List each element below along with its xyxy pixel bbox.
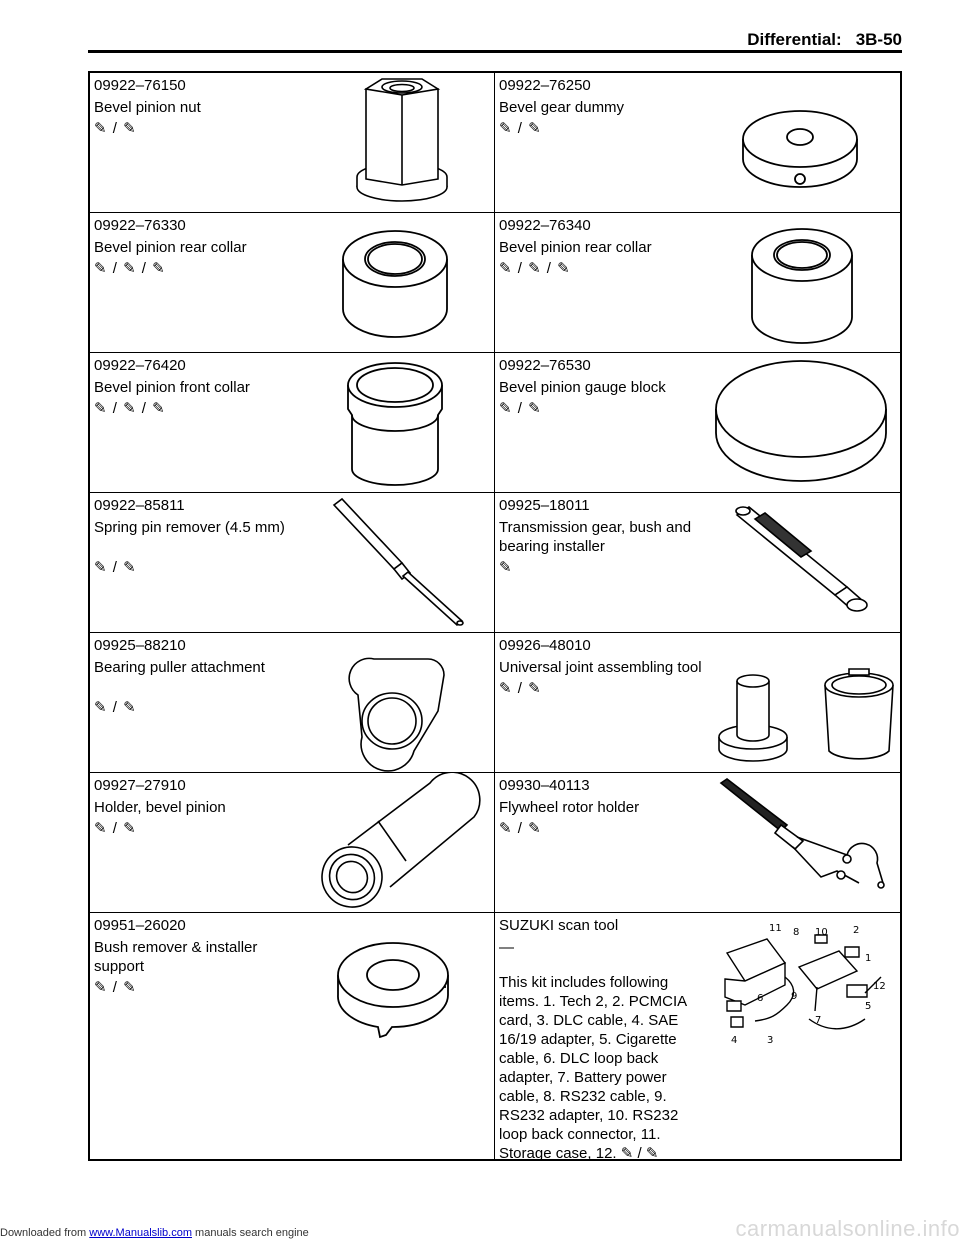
kit-label-11: 11 (769, 923, 782, 934)
footer-suffix: manuals search engine (191, 1227, 309, 1239)
tool-name: Bearing puller attachment (94, 659, 265, 676)
watermark: carmanualsonline.info (735, 1216, 960, 1241)
tool-refs: ✎ / ✎ / ✎ (499, 260, 571, 277)
puller-attachment-icon (354, 655, 446, 755)
universal-joint-tool-icon (717, 665, 893, 765)
scan-tool-kit-icon (715, 919, 891, 1047)
tool-code: 09922–76420 (94, 357, 186, 374)
rear-collar-icon (340, 229, 450, 341)
tool-refs: ✎ / ✎ (94, 979, 137, 996)
tool-code: 09930–40113 (499, 777, 590, 794)
page-header (747, 30, 902, 50)
tool-name: Bevel pinion rear collar (94, 239, 247, 256)
flywheel-holder-icon (717, 777, 897, 893)
manualslib-link[interactable]: www.Manualslib.com (89, 1227, 192, 1239)
tool-cell (495, 913, 900, 1161)
kit-label-9: 9 (791, 991, 798, 1002)
tool-refs: ✎ / ✎ (499, 680, 542, 697)
tool-cell (90, 913, 495, 1161)
section-title: Differential: (747, 30, 842, 49)
tool-code: 09927–27910 (94, 777, 186, 794)
bearing-installer-icon (729, 507, 879, 615)
tool-cell (495, 213, 900, 353)
tool-name: Bush remover & installer support (94, 939, 258, 975)
tool-cell (90, 73, 495, 213)
bevel-pinion-nut-icon (352, 77, 452, 207)
tool-name: Bevel pinion gauge block (499, 379, 666, 396)
tool-code: 09922–76250 (499, 77, 591, 94)
tool-refs: ✎ / ✎ (94, 120, 137, 137)
tool-refs: ✎ / ✎ / ✎ (94, 400, 166, 417)
header-rule (88, 50, 902, 53)
kit-label-6: 6 (757, 993, 764, 1004)
tool-refs: ✎ (499, 559, 513, 576)
kit-label-7: 7 (815, 1015, 822, 1026)
tool-refs: ✎ / ✎ (94, 820, 137, 837)
tool-name: Transmission gear, bush and bearing installer (499, 519, 692, 555)
tool-code: 09922–76340 (499, 217, 591, 234)
bevel-gear-dummy-icon (741, 91, 859, 191)
page-number: 3B-50 (855, 30, 902, 49)
tool-refs: ✎ / ✎ / ✎ (94, 260, 166, 277)
kit-label-4: 4 (731, 1035, 738, 1046)
spring-pin-remover-icon (330, 497, 470, 629)
tool-name: Bevel pinion rear collar (499, 239, 652, 256)
tool-cell (90, 493, 495, 633)
rear-collar-icon (749, 225, 855, 347)
pinion-holder-icon (318, 777, 478, 909)
tool-code: 09925–18011 (499, 497, 590, 514)
tool-name: Flywheel rotor holder (499, 799, 640, 816)
tool-code: SUZUKI scan tool (499, 917, 619, 934)
tool-refs: ✎ / ✎ (499, 400, 542, 417)
tool-code: 09922–76330 (94, 217, 186, 234)
tool-name: Holder, bevel pinion (94, 799, 226, 816)
footer-prefix: Downloaded from (0, 1227, 90, 1239)
tool-code: 09925–88210 (94, 637, 186, 654)
kit-label-8: 8 (793, 927, 800, 938)
tool-code: 09951–26020 (94, 917, 186, 934)
tool-code: 09926–48010 (499, 637, 591, 654)
tool-name: Spring pin remover (4.5 mm) (94, 519, 285, 536)
gauge-block-icon (713, 357, 889, 487)
tool-refs: ✎ / ✎ (499, 120, 542, 137)
tool-cell (90, 773, 495, 913)
tool-name: Universal joint assembling tool (499, 659, 702, 676)
tool-cell (90, 353, 495, 493)
tool-refs: ✎ / ✎ (94, 559, 137, 576)
kit-label-2: 2 (853, 925, 860, 936)
tool-cell (90, 633, 495, 773)
tool-cell (495, 353, 900, 493)
tool-name: Bevel pinion front collar (94, 379, 250, 396)
download-footer (0, 1227, 309, 1239)
kit-label-3: 3 (767, 1035, 774, 1046)
tool-code: 09922–85811 (94, 497, 185, 514)
front-collar-icon (346, 359, 444, 487)
tool-name: Bevel pinion nut (94, 99, 201, 116)
kit-label-10: 10 (815, 927, 828, 938)
tool-refs: ✎ / ✎ (94, 699, 137, 716)
kit-label-12: 12 (873, 981, 886, 992)
tool-name: Bevel gear dummy (499, 99, 625, 116)
tool-name: — (499, 939, 514, 956)
kit-label-5: 5 (865, 1001, 872, 1012)
bush-remover-support-icon (334, 931, 452, 1041)
tool-description: This kit includes following items. 1. Tech 2, 2. PCMCIA card, 3. DLC cable, 4. SAE 16/19 adapter, 5. Cigarette cable, 6. DLC loop back adapter, 7. Battery power cable, 8. RS232 cable, 9. RS232 adapter, 10. RS232 loop back connector, 11. Storage case, 12. ✎ / ✎ (499, 974, 687, 1161)
tool-refs: ✎ / ✎ (499, 820, 542, 837)
tool-cell (495, 73, 900, 213)
tool-cell (90, 213, 495, 353)
tool-code: 09922–76530 (499, 357, 591, 374)
tool-cell (495, 493, 900, 633)
special-tools-table (88, 71, 902, 1161)
tool-cell (495, 633, 900, 773)
tool-cell (495, 773, 900, 913)
tool-code: 09922–76150 (94, 77, 186, 94)
kit-label-1: 1 (865, 953, 872, 964)
